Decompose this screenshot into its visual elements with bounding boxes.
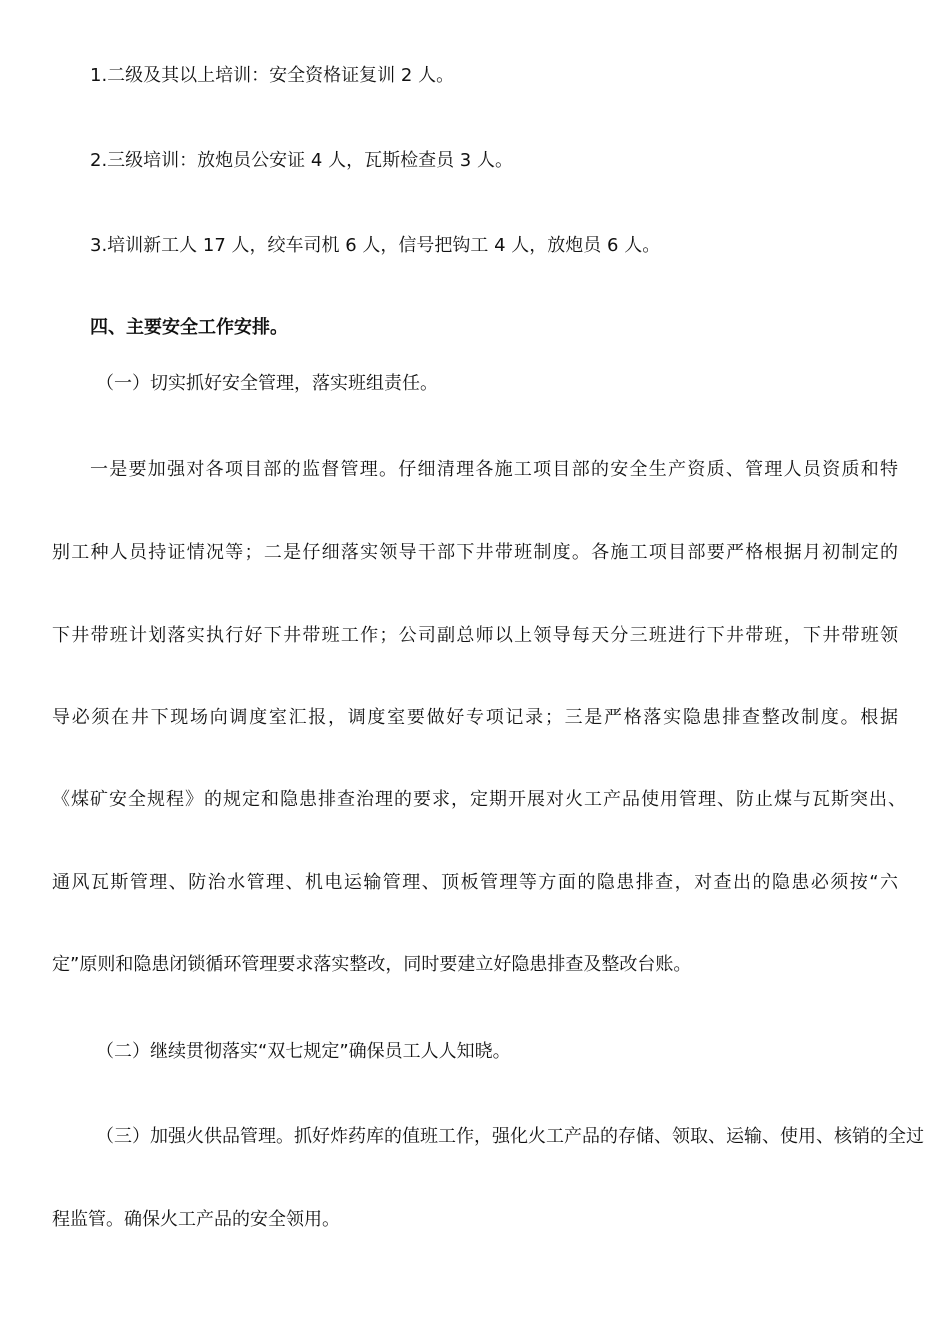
paragraph-1-line-3: 下井带班计划落实执行好下井带班工作；公司副总师以上领导每天分三班进行下井带班，下井带班领 bbox=[52, 625, 898, 646]
paragraph-1-line-7: 定”原则和隐患闭锁循环管理要求落实整改，同时要建立好隐患排查及整改台账。 bbox=[52, 954, 692, 975]
paragraph-1-line-2: 别工种人员持证情况等；二是仔细落实领导干部下井带班制度。各施工项目部要严格根据月初制定的 bbox=[52, 542, 898, 563]
list-item-3: 3.培训新工人 17 人，绞车司机 6 人，信号把钩工 4 人，放炮员 6 人。 bbox=[90, 235, 661, 256]
list-item-1: 1.二级及其以上培训：安全资格证复训 2 人。 bbox=[90, 65, 455, 86]
list-item-2: 2.三级培训：放炮员公安证 4 人，瓦斯检查员 3 人。 bbox=[90, 150, 513, 171]
paragraph-1-line-5: 《煤矿安全规程》的规定和隐患排查治理的要求，定期开展对火工产品使用管理、防止煤与瓦斯突出、 bbox=[52, 789, 906, 810]
subsection-2-title: （二）继续贯彻落实“双七规定”确保员工人人知晓。 bbox=[96, 1041, 511, 1062]
paragraph-3-line-2: 程监管。确保火工产品的安全领用。 bbox=[52, 1209, 340, 1230]
paragraph-1-line-4: 导必须在井下现场向调度室汇报，调度室要做好专项记录；三是严格落实隐患排查整改制度。根据 bbox=[52, 707, 898, 728]
paragraph-1-line-1: 一是要加强对各项目部的监督管理。仔细清理各施工项目部的安全生产资质、管理人员资质和特 bbox=[90, 459, 898, 480]
section-heading: 四、主要安全工作安排。 bbox=[90, 317, 288, 338]
paragraph-1-line-6: 通风瓦斯管理、防治水管理、机电运输管理、顶板管理等方面的隐患排查，对查出的隐患必须按“六 bbox=[52, 872, 898, 893]
paragraph-3-line-1: （三）加强火供品管理。抓好炸药库的值班工作，强化火工产品的存储、领取、运输、使用、核销的全过 bbox=[96, 1126, 924, 1147]
subsection-1-title: （一）切实抓好安全管理，落实班组责任。 bbox=[96, 373, 438, 394]
